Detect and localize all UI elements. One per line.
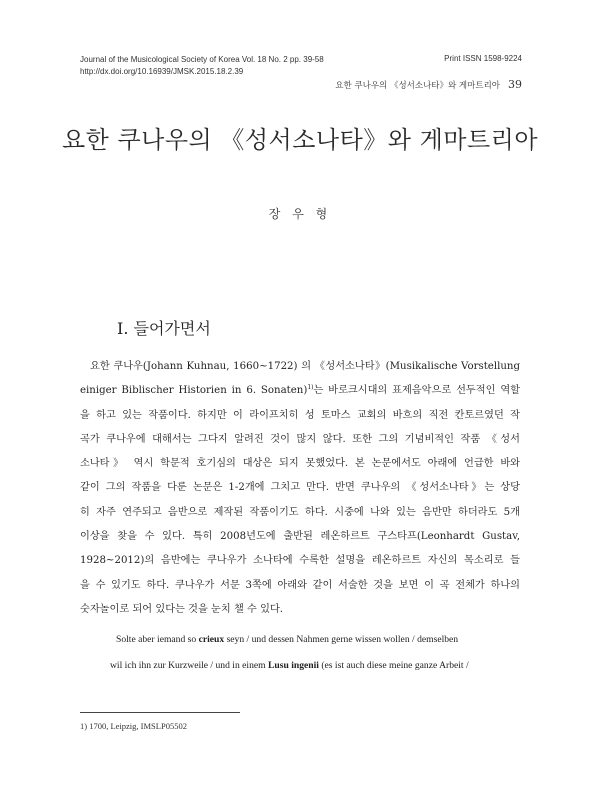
body-line: 소나타》 역시 학문적 호기심의 대상은 되지 못했었다. 본 논문에서도 아래에 언급한 바와 — [80, 458, 520, 470]
issn: Print ISSN 1598-9224 — [444, 54, 522, 63]
journal-volume-line: Journal of the Musicological Society of Korea Vol. 18 No. 2 pp. 39-58 — [80, 55, 324, 64]
body-line: 곡가 쿠나우에 대해서는 그다지 알려진 것이 많지 않다. 또한 그의 기념비적인 작품 《성서 — [80, 433, 520, 445]
body-line: 을 하고 있는 작품이다. 하지만 이 라이프치히 성 토마스 교회의 바흐의 직전 칸토르였던 작 — [80, 409, 520, 421]
block-quote — [110, 627, 510, 679]
journal-citation — [80, 54, 324, 78]
footnote: 1) 1700, Leipzig, IMSLP05502 — [80, 721, 187, 731]
section-heading: I. 들어가면서 — [117, 319, 211, 338]
footnote-divider — [80, 712, 240, 713]
body-line — [80, 379, 520, 403]
body-line: 같이 그의 작품을 다룬 논문은 1-2개에 그치고 만다. 반면 쿠나우의 《성서소나타》는 상당 — [80, 482, 520, 494]
quote-bold-term: Lusu ingenii — [268, 660, 319, 671]
running-head — [335, 78, 522, 91]
quote-text: Solte aber iemand so — [116, 634, 199, 645]
body-line-text: 는 바로크시대의 표제음악으로 선두적인 역할 — [313, 385, 520, 397]
body-line: 숫자놀이로 되어 있다는 것을 눈치 챌 수 있다. — [80, 603, 284, 615]
article-title: 요한 쿠나우의 《성서소나타》와 게마트리아 — [61, 126, 538, 154]
footnote-ref[interactable]: 1) — [307, 384, 314, 392]
author-name: 장 우 형 — [268, 207, 332, 221]
body-paragraph — [80, 355, 520, 622]
body-line: 히 자주 연주되고 음반으로 제작된 작품이기도 하다. 시중에 나와 있는 음반만 하더라도 5개 — [80, 506, 520, 518]
quote-line — [110, 627, 510, 653]
quote-text: seyn / und dessen Nahmen gerne wissen wollen / demselben — [224, 634, 459, 645]
body-line: 요한 쿠나우(Johann Kuhnau, 1660~1722) 의 《성서소나타》(Musikalische Vorstellung — [90, 361, 520, 372]
quote-bold-term: crieux — [198, 634, 225, 645]
quote-text: wil ich ihn zur Kurzweile / und in einem — [110, 660, 268, 671]
quote-line — [110, 653, 510, 679]
body-line: 1928~2012)의 음반에는 쿠나우가 소나타에 수록한 설명을 레온하르트 자신의 목소리로 들 — [80, 555, 520, 567]
running-head-title: 요한 쿠나우의 《성서소나타》와 게마트리아 — [335, 81, 500, 91]
quote-text: (es ist auch diese meine ganze Arbeit / — [318, 660, 469, 671]
page-number: 39 — [508, 78, 522, 91]
body-line: 을 수 있기도 하다. 쿠나우가 서문 3쪽에 아래와 같이 서술한 것을 보면 이 곡 전체가 하나의 — [80, 579, 520, 591]
body-line: 이상을 찾을 수 있다. 특히 2008년도에 출반된 레온하르트 구스타프(Leonhardt Gustav, — [80, 531, 520, 543]
doi-link[interactable]: http://dx.doi.org/10.16939/JMSK.2015.18.2.39 — [80, 67, 244, 76]
body-line-text: einiger Biblischer Historien in 6. Sonaten) — [80, 385, 308, 397]
